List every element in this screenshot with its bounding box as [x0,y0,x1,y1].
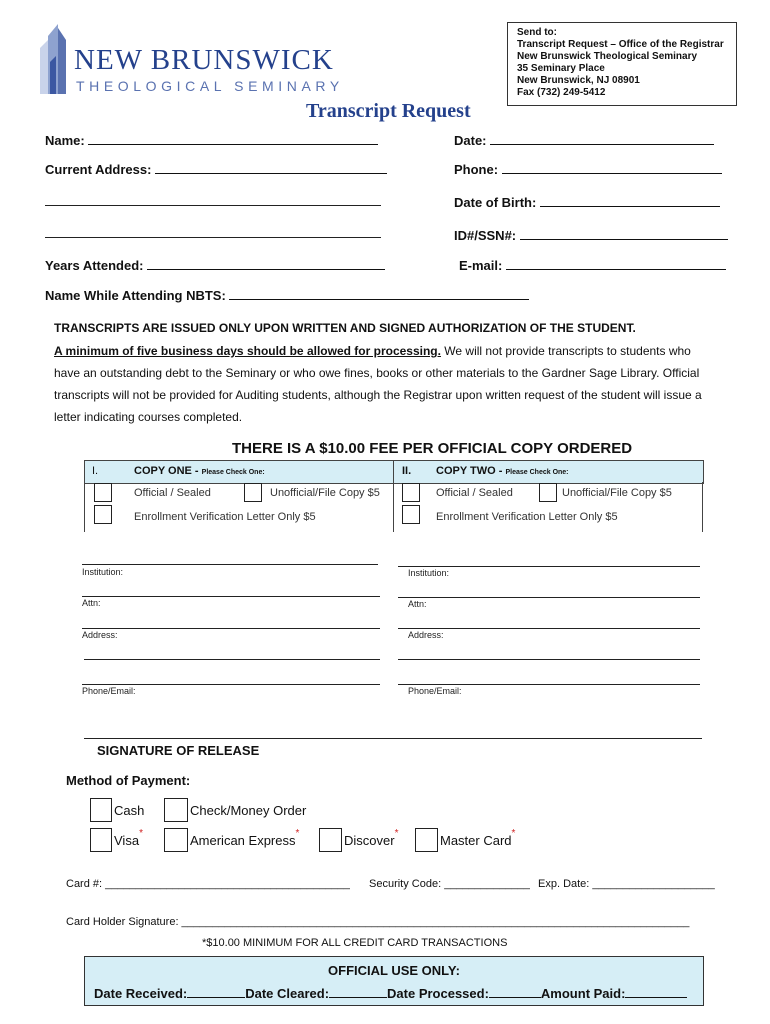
copy-one-unofficial-checkbox[interactable] [244,483,262,502]
send-to-line: Fax (732) 249-5412 [517,87,606,98]
copy-one-header [134,465,265,477]
copy-one-address-line-2[interactable] [84,659,380,660]
copy-one-phone-caption: Phone/Email: [82,686,136,696]
payment-heading: Method of Payment: [66,773,191,788]
name-while-label: Name While Attending NBTS: [45,288,226,303]
amex-asterisk: * [295,828,300,839]
phone-input[interactable] [502,161,722,174]
copy-table [84,460,703,533]
processing-note: A minimum of five business days should be allowed for processing. [54,344,441,358]
copy-two-numeral: II. [402,465,412,477]
signature-release-label: SIGNATURE OF RELEASE [97,743,260,758]
dob-input[interactable] [540,194,720,207]
fee-heading: THERE IS A $10.00 FEE PER OFFICIAL COPY ORDERED [232,440,633,457]
copy-one-institution-line[interactable] [82,564,378,565]
phone-label: Phone: [454,162,499,177]
send-to-line: New Brunswick Theological Seminary [517,51,698,62]
logo-mark-icon [36,22,72,94]
copy-one-official-label: Official / Sealed [134,487,211,499]
mastercard-label: Master Card [440,832,512,848]
copy-one-enrollment-label: Enrollment Verification Letter Only $5 [134,511,316,523]
card-number-field[interactable]: Card #: ________________________________________ [66,878,350,890]
copy-two-institution-line[interactable] [398,566,700,567]
visa-option[interactable] [90,828,143,852]
date-cleared-label: Date Cleared: [245,986,330,1001]
amex-checkbox[interactable] [164,828,188,852]
copy-two-enrollment-label: Enrollment Verification Letter Only $5 [436,511,618,523]
visa-label: Visa [114,832,140,848]
page-title: Transcript Request [306,100,471,122]
copy-two-official-checkbox[interactable] [402,483,420,502]
years-attended-row [45,257,385,273]
send-to-label: Send to: [517,27,557,38]
notice-body: We will not provide transcripts to students who have an outstanding debt to the Seminary or who owe fines, books or other materials to the Gardner Sage Library. Official transcripts will not be provided for Auditing students, although the Registrar upon written request of the student will issue a letter indicating courses completed. [54,344,702,424]
copy-two-unofficial-label: Unofficial/File Copy $5 [562,487,672,499]
amex-label: American Express [190,832,296,848]
exp-date-field[interactable]: Exp. Date: ____________________ [538,878,715,890]
copy-two-title: COPY TWO - [436,465,503,477]
card-holder-signature-field[interactable]: Card Holder Signature: ___________________________________________________________________________________ [66,916,690,928]
official-use-heading: OFFICIAL USE ONLY: [328,963,460,978]
copy-two-header [436,465,569,477]
copy-two-hint: Please Check One: [505,469,569,476]
current-address-input[interactable] [155,161,387,174]
seminary-logo [36,22,344,102]
date-processed-input[interactable] [489,985,541,998]
copy-one-attn-line[interactable] [82,596,380,597]
send-to-line: Transcript Request – Office of the Registrar [517,39,724,50]
cash-option[interactable] [90,798,144,822]
copy-one-unofficial-label: Unofficial/File Copy $5 [270,487,380,499]
copy-one-address-caption: Address: [82,630,118,640]
org-subtitle: THEOLOGICAL SEMINARY [76,78,344,94]
discover-label: Discover [344,832,395,848]
mastercard-checkbox[interactable] [415,828,438,852]
date-field-row [454,132,714,148]
copy-one-hint: Please Check One: [201,469,265,476]
email-label: E-mail: [459,258,503,273]
copy-two-address-caption: Address: [408,630,444,640]
copy-one-institution-caption: Institution: [82,567,124,577]
cash-label: Cash [114,802,145,818]
id-ssn-input[interactable] [520,227,728,240]
id-ssn-field-row [454,227,728,243]
phone-field-row [454,161,722,177]
copy-one-phone-line[interactable] [82,684,380,685]
date-received-label: Date Received: [94,986,188,1001]
notice-heading: TRANSCRIPTS ARE ISSUED ONLY UPON WRITTEN AND SIGNED AUTHORIZATION OF THE STUDENT. [54,321,636,335]
security-code-field[interactable]: Security Code: ______________ [369,878,530,890]
id-ssn-label: ID#/SSN#: [454,228,517,243]
copy-two-phone-line[interactable] [398,684,700,685]
copy-two-attn-line[interactable] [398,597,700,598]
discover-checkbox[interactable] [319,828,342,852]
cash-checkbox[interactable] [90,798,112,822]
dob-field-row [454,194,720,210]
email-field-row [459,257,726,273]
check-option[interactable] [164,798,306,822]
mastercard-asterisk: * [511,828,516,839]
address-line-3[interactable] [45,227,381,238]
send-to-line: 35 Seminary Place [517,63,605,74]
date-received-input[interactable] [187,985,245,998]
name-while-row [45,287,529,303]
visa-asterisk: * [139,828,143,839]
discover-asterisk: * [394,828,399,839]
copy-one-enrollment-checkbox[interactable] [94,505,112,524]
date-cleared-input[interactable] [329,985,387,998]
name-label: Name: [45,133,85,148]
official-use-box [84,956,704,1006]
copy-two-address-line-2[interactable] [398,659,700,660]
name-input[interactable] [88,132,378,145]
dob-label: Date of Birth: [454,195,537,210]
copy-one-attn-caption: Attn: [82,598,101,608]
copy-two-address-line[interactable] [398,628,700,629]
copy-two-unofficial-checkbox[interactable] [539,483,557,502]
discover-option[interactable] [319,828,398,852]
years-attended-label: Years Attended: [45,258,144,273]
name-while-input[interactable] [229,287,529,300]
amex-option[interactable] [164,828,299,852]
official-use-fields [94,985,687,1001]
check-checkbox[interactable] [164,798,188,822]
date-processed-label: Date Processed: [387,986,489,1001]
email-input[interactable] [506,257,726,270]
copy-one-address-line[interactable] [82,628,380,629]
address-line-2[interactable] [45,195,381,206]
current-address-row [45,161,387,177]
copy-one-official-checkbox[interactable] [94,483,112,502]
check-label: Check/Money Order [190,802,307,818]
send-to-line: New Brunswick, NJ 08901 [517,75,640,86]
years-attended-input[interactable] [147,257,385,270]
amount-paid-label: Amount Paid: [540,986,626,1001]
copy-one-title: COPY ONE - [134,465,199,477]
date-label: Date: [454,133,487,148]
copy-two-attn-caption: Attn: [408,599,427,609]
copy-two-official-label: Official / Sealed [436,487,513,499]
copy-one-numeral: I. [92,465,99,477]
current-address-label: Current Address: [45,162,152,177]
amount-paid-input[interactable] [625,985,687,998]
mastercard-option[interactable] [415,828,515,852]
copy-two-institution-caption: Institution: [408,568,450,578]
visa-checkbox[interactable] [90,828,112,852]
signature-line[interactable] [84,738,702,739]
name-field-row [45,132,378,148]
send-to-box [507,22,737,106]
copy-two-phone-caption: Phone/Email: [408,686,462,696]
credit-minimum-note: *$10.00 MINIMUM FOR ALL CREDIT CARD TRANSACTIONS [202,937,508,949]
notice-paragraph [54,340,702,428]
date-input[interactable] [490,132,714,145]
org-name: NEW BRUNSWICK [74,44,334,76]
copy-two-enrollment-checkbox[interactable] [402,505,420,524]
